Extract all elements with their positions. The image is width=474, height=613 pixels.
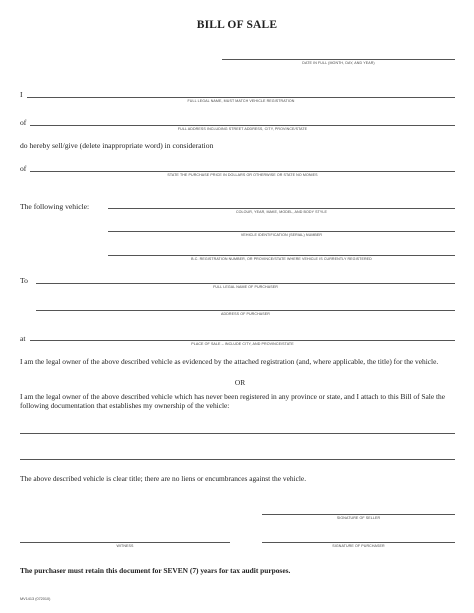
registration-caption: B.C. REGISTRATION NUMBER, OR PROVINCE/STATE WHERE VEHICLE IS CURRENTLY REGISTERED — [191, 257, 372, 261]
date-field[interactable] — [222, 59, 455, 60]
ownership-documentation-line-1[interactable] — [20, 433, 455, 434]
seller-signature-caption: SIGNATURE OF SELLER — [336, 516, 381, 520]
vehicle-description-caption: COLOUR, YEAR, MAKE, MODEL, AND BODY STYLE — [235, 210, 328, 214]
registration-field[interactable] — [108, 255, 455, 256]
purchaser-name-caption: FULL LEGAL NAME OF PURCHASER — [213, 285, 278, 289]
ownership-registered-statement: I am the legal owner of the above described vehicle as evidenced by the attached registration (and, where applicable, the title) for the vehicle. — [20, 357, 439, 366]
seller-name-field[interactable] — [27, 97, 455, 98]
place-label: at — [20, 334, 26, 343]
purchase-price-field[interactable] — [30, 171, 455, 172]
vehicle-description-field[interactable] — [108, 208, 455, 209]
vehicle-label: The following vehicle: — [20, 202, 90, 211]
ownership-documentation-line-2[interactable] — [20, 459, 455, 460]
clear-title-statement: The above described vehicle is clear title; there are no liens or encumbrances against the vehicle. — [20, 474, 307, 483]
seller-address-field[interactable] — [30, 125, 455, 126]
or-separator: OR — [234, 378, 246, 387]
seller-label: I — [20, 90, 23, 99]
vin-caption: VEHICLE IDENTIFICATION (SERIAL) NUMBER — [240, 233, 323, 237]
vin-field[interactable] — [108, 231, 455, 232]
retention-notice: The purchaser must retain this document for SEVEN (7) years for tax audit purposes. — [20, 566, 291, 575]
form-number: MV1413 (072010) — [20, 597, 51, 601]
purchase-price-caption: STATE THE PURCHASE PRICE IN DOLLARS OR OTHERWISE OR STATE NO MONIES — [167, 173, 318, 177]
purchaser-address-caption: ADDRESS OF PURCHASER — [221, 312, 270, 316]
place-of-sale-field[interactable] — [30, 340, 455, 341]
place-of-sale-caption: PLACE OF SALE – INCLUDE CITY, AND PROVINCE/STATE — [191, 342, 294, 346]
consideration-statement: do hereby sell/give (delete inappropriate word) in consideration — [20, 141, 214, 150]
purchaser-signature-caption: SIGNATURE OF PURCHASER — [332, 544, 385, 548]
seller-signature-field[interactable] — [262, 514, 455, 515]
witness-caption: WITNESS — [116, 544, 134, 548]
date-caption: DATE IN FULL (MONTH, DAY, AND YEAR) — [302, 61, 375, 65]
purchaser-address-field[interactable] — [36, 310, 455, 311]
seller-name-caption: FULL LEGAL NAME, MUST MATCH VEHICLE REGISTRATION — [187, 99, 295, 103]
witness-signature-field[interactable] — [20, 542, 230, 543]
purchaser-label: To — [20, 276, 28, 285]
purchaser-signature-field[interactable] — [262, 542, 455, 543]
consideration-of-label: of — [20, 164, 27, 173]
purchaser-name-field[interactable] — [36, 283, 455, 284]
document-title: BILL OF SALE — [196, 19, 278, 31]
seller-of-label: of — [20, 118, 27, 127]
ownership-unregistered-statement: I am the legal owner of the above described vehicle which has never been registered in any province or state, and I attach to this Bill of Sale the following documentation that establishes my ownership of the vehicle: — [20, 392, 446, 410]
seller-address-caption: FULL ADDRESS INCLUDING STREET ADDRESS, CITY, PROVINCE/STATE — [177, 127, 308, 131]
